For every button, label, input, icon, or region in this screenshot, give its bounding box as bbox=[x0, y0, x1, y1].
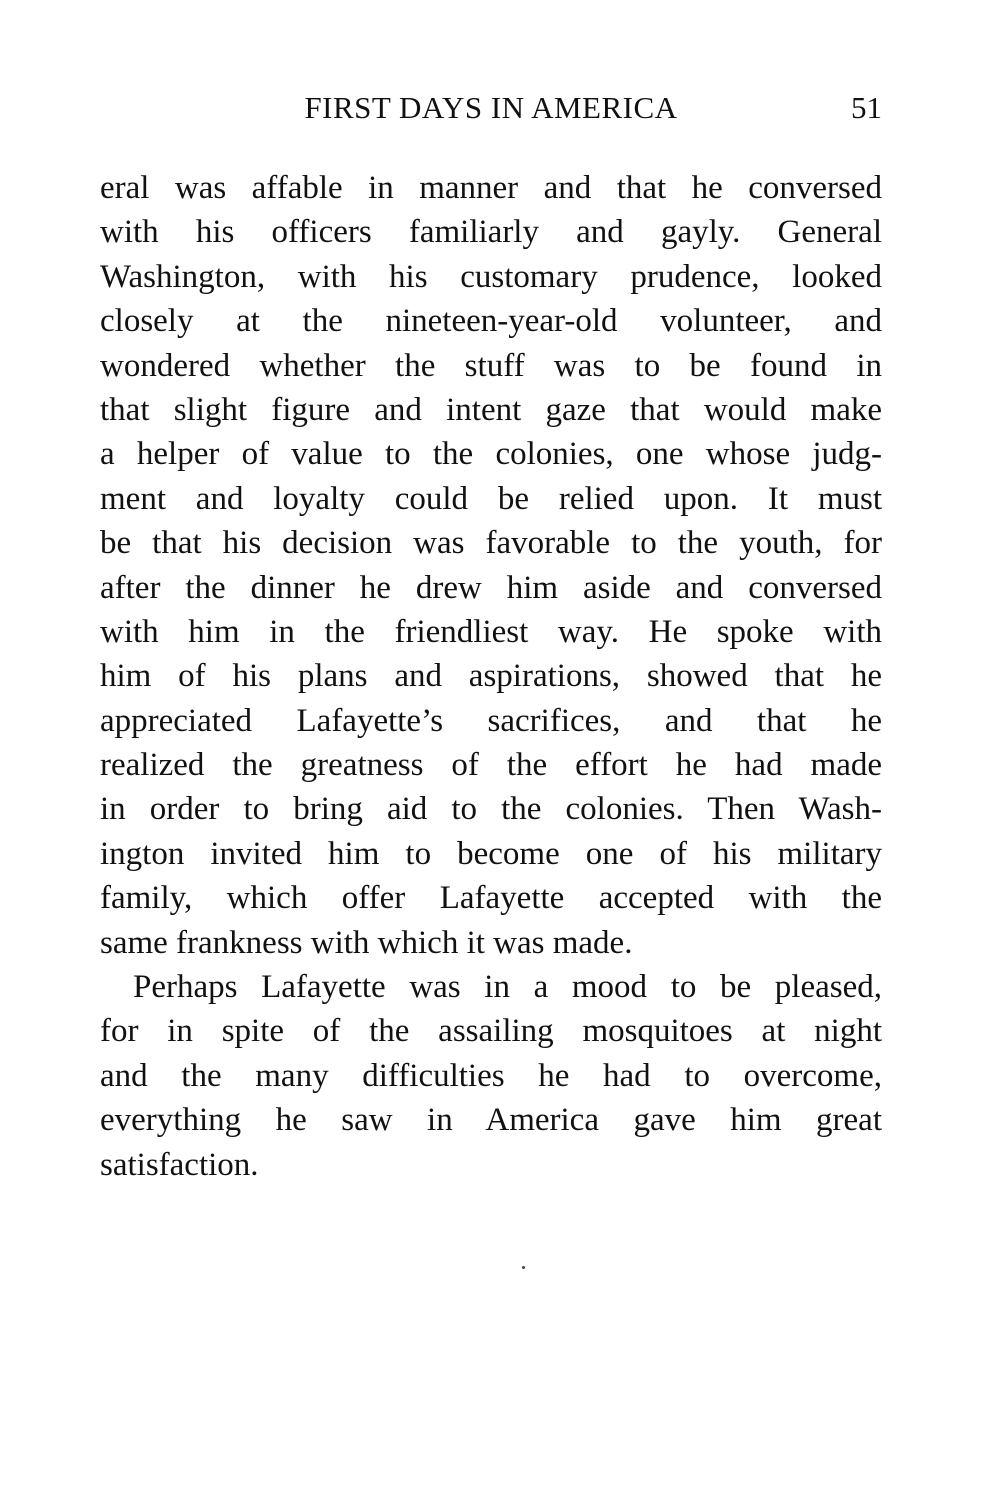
running-head bbox=[100, 86, 882, 130]
text-line: him of his plans and aspirations, showed that he bbox=[100, 658, 882, 695]
paragraph-2 bbox=[100, 965, 882, 1187]
running-head-title: FIRST DAYS IN AMERICA bbox=[304, 90, 678, 125]
paragraph-1 bbox=[100, 166, 882, 965]
text-line: after the dinner he drew him aside and conversed bbox=[100, 569, 882, 606]
text-line: family, which offer Lafayette accepted with the bbox=[100, 880, 882, 917]
text-line: with him in the friendliest way. He spoke with bbox=[100, 613, 882, 650]
text-line: in order to bring aid to the colonies. Then Wash- bbox=[100, 791, 882, 828]
text-line: with his officers familiarly and gayly. General bbox=[100, 214, 882, 251]
text-line: that slight figure and intent gaze that would make bbox=[100, 391, 882, 428]
text-line: be that his decision was favorable to the youth, for bbox=[100, 525, 882, 562]
text-line: for in spite of the assailing mosquitoes at night bbox=[100, 1013, 882, 1050]
text-line: closely at the nineteen-year-old volunteer, and bbox=[100, 303, 882, 340]
text-line: same frankness with which it was made. bbox=[100, 924, 633, 961]
text-line: eral was affable in manner and that he conversed bbox=[100, 170, 882, 206]
text-line: realized the greatness of the effort he had made bbox=[100, 747, 882, 784]
text-line: ington invited him to become one of his military bbox=[100, 835, 882, 872]
text-line: and the many difficulties he had to overcome, bbox=[100, 1057, 882, 1094]
text-line: Perhaps Lafayette was in a mood to be pleased, bbox=[133, 969, 882, 1006]
page-number: 51 bbox=[851, 90, 882, 125]
ink-speck bbox=[522, 1266, 525, 1269]
text-line: Washington, with his customary prudence, looked bbox=[100, 258, 882, 295]
text-line: a helper of value to the colonies, one whose judg- bbox=[100, 436, 882, 473]
text-line: satisfaction. bbox=[100, 1146, 259, 1183]
text-line: wondered whether the stuff was to be found in bbox=[100, 347, 882, 384]
text-line: appreciated Lafayette’s sacrifices, and that he bbox=[100, 702, 882, 739]
text-line: ment and loyalty could be relied upon. It must bbox=[100, 480, 882, 517]
text-line: everything he saw in America gave him great bbox=[100, 1102, 882, 1139]
body-text bbox=[100, 166, 882, 1187]
